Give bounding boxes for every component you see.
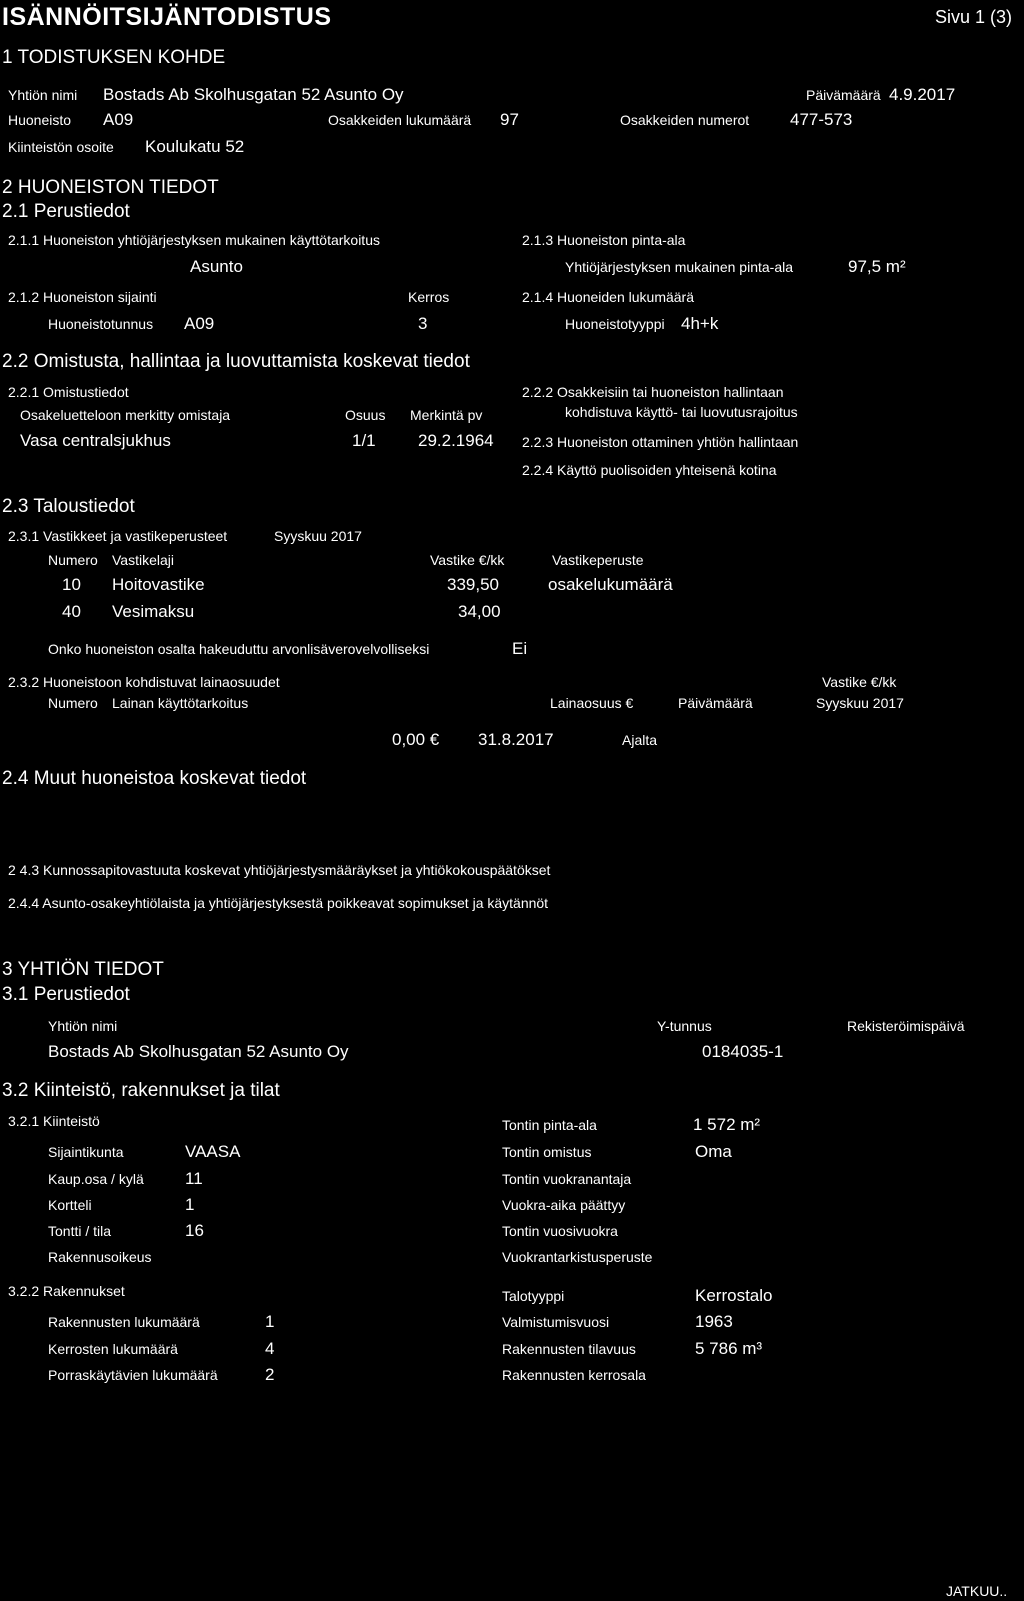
fee-basis-header: Vastikeperuste bbox=[552, 552, 644, 568]
company-name-label-2: Yhtiön nimi bbox=[48, 1018, 118, 1034]
municipality-label: Sijaintikunta bbox=[48, 1144, 124, 1160]
loan-number-header: Numero bbox=[48, 695, 98, 711]
document-title: ISÄNNÖITSIJÄNTODISTUS bbox=[2, 3, 332, 31]
block: 1 bbox=[185, 1195, 195, 1214]
municipality: VAASA bbox=[185, 1142, 241, 1161]
building-rights-label: Rakennusoikeus bbox=[48, 1249, 152, 1265]
location-label: 2.1.2 Huoneiston sijainti bbox=[8, 289, 157, 305]
house-type-label: Talotyyppi bbox=[502, 1288, 565, 1304]
loan-date: 31.8.2017 bbox=[478, 730, 554, 749]
completion-year: 1963 bbox=[695, 1312, 733, 1331]
shares-count: 97 bbox=[500, 110, 519, 129]
district: 11 bbox=[185, 1169, 203, 1188]
annual-rent-label: Tontin vuosivuokra bbox=[502, 1223, 618, 1239]
possession-label: 2.2.3 Huoneiston ottaminen yhtiön hallintaan bbox=[522, 434, 799, 450]
restrictions-label-line1: 2.2.2 Osakkeisiin tai huoneiston hallintaan bbox=[522, 384, 784, 400]
plot-area-label: Tontin pinta-ala bbox=[502, 1117, 597, 1133]
floors-count-label: Kerrosten lukumäärä bbox=[48, 1341, 178, 1357]
business-id: 0184035-1 bbox=[702, 1042, 784, 1061]
loans-label: 2.3.2 Huoneistoon kohdistuvat lainaosuudet bbox=[8, 674, 280, 690]
share-column-header: Osuus bbox=[345, 407, 386, 423]
plot: 16 bbox=[185, 1221, 204, 1240]
ownership-label: 2.2.1 Omistustiedot bbox=[8, 384, 129, 400]
building-count-label: Rakennusten lukumäärä bbox=[48, 1314, 200, 1330]
building-volume: 5 786 m³ bbox=[695, 1339, 763, 1358]
share-numbers-label: Osakkeiden numerot bbox=[620, 112, 750, 128]
restrictions-label-line2: kohdistuva käyttö- tai luovutusrajoitus bbox=[565, 404, 798, 420]
apartment-type: 4h+k bbox=[681, 314, 719, 333]
section-3-heading: 3 YHTIÖN TIEDOT bbox=[2, 959, 164, 980]
maintenance-label: 2 4.3 Kunnossapitovastuuta koskevat yhtiöjärjestysmääräykset ja yhtiökokouspäätökset bbox=[8, 862, 551, 878]
lease-end-label: Vuokra-aika päättyy bbox=[502, 1197, 626, 1213]
apartment-code: A09 bbox=[184, 314, 215, 333]
business-id-label: Y-tunnus bbox=[657, 1018, 712, 1034]
section-3-2-heading: 3.2 Kiinteistö, rakennukset ja tilat bbox=[2, 1080, 280, 1101]
section-2-heading: 2 HUONEISTON TIEDOT bbox=[2, 177, 219, 198]
district-label: Kaup.osa / kylä bbox=[48, 1171, 144, 1187]
exceptions-label: 2.4.4 Asunto-osakeyhtiölaista ja yhtiöjärjestyksestä poikkeavat sopimukset ja käytännöt bbox=[8, 895, 549, 911]
entry-date-column-header: Merkintä pv bbox=[410, 407, 483, 423]
floors-count: 4 bbox=[265, 1339, 275, 1358]
page-number: Sivu 1 (3) bbox=[935, 7, 1013, 27]
fee-amount-header: Vastike €/kk bbox=[430, 552, 505, 568]
fee-number: 10 bbox=[62, 575, 81, 594]
section-2-1-heading: 2.1 Perustiedot bbox=[2, 201, 130, 222]
building-count: 1 bbox=[265, 1312, 275, 1331]
plot-ownership: Oma bbox=[695, 1142, 732, 1161]
block-label: Kortteli bbox=[48, 1197, 92, 1213]
owner-share: 1/1 bbox=[352, 431, 376, 450]
fees-label: 2.3.1 Vastikkeet ja vastikeperusteet bbox=[8, 528, 228, 544]
section-3-1-heading: 3.1 Perustiedot bbox=[2, 984, 130, 1005]
area-label: 2.1.3 Huoneiston pinta-ala bbox=[522, 232, 686, 248]
company-name-label: Yhtiön nimi bbox=[8, 87, 78, 103]
continues-note: JATKUU.. bbox=[946, 1583, 1008, 1599]
section-2-4-heading: 2.4 Muut huoneistoa koskevat tiedot bbox=[2, 768, 307, 789]
fee-amount: 34,00 bbox=[458, 602, 501, 621]
stairwells-count: 2 bbox=[265, 1365, 275, 1384]
apartment-code-label: Huoneistotunnus bbox=[48, 316, 154, 332]
apartment-id: A09 bbox=[103, 110, 134, 129]
section-2-3-heading: 2.3 Taloustiedot bbox=[2, 496, 135, 517]
fee-number: 40 bbox=[62, 602, 81, 621]
owner-column-header: Osakeluetteloon merkitty omistaja bbox=[20, 407, 231, 423]
plot-label: Tontti / tila bbox=[48, 1223, 112, 1239]
certificate-date: 4.9.2017 bbox=[889, 85, 956, 104]
property-address-label: Kiinteistön osoite bbox=[8, 139, 114, 155]
loan-amount: 0,00 € bbox=[392, 730, 440, 749]
date-label: Päivämäärä bbox=[806, 87, 881, 103]
fee-number-header: Numero bbox=[48, 552, 98, 568]
house-type: Kerrostalo bbox=[695, 1286, 773, 1305]
floor-label: Kerros bbox=[408, 289, 450, 305]
property-address: Koulukatu 52 bbox=[145, 137, 245, 156]
area-sublabel: Yhtiöjärjestyksen mukainen pinta-ala bbox=[565, 259, 794, 275]
section-2-2-heading: 2.2 Omistusta, hallintaa ja luovuttamista koskevat tiedot bbox=[2, 351, 470, 372]
apartment-label: Huoneisto bbox=[8, 112, 72, 128]
plot-area: 1 572 m² bbox=[693, 1115, 761, 1134]
registration-date-label: Rekisteröimispäivä bbox=[847, 1018, 965, 1034]
floor-value: 3 bbox=[418, 314, 428, 333]
building-volume-label: Rakennusten tilavuus bbox=[502, 1341, 636, 1357]
fee-amount: 339,50 bbox=[447, 575, 499, 594]
rent-basis-label: Vuokrantarkistusperuste bbox=[502, 1249, 653, 1265]
shares-count-label: Osakkeiden lukumäärä bbox=[328, 112, 472, 128]
usage-value: Asunto bbox=[190, 257, 243, 276]
plot-ownership-label: Tontin omistus bbox=[502, 1144, 592, 1160]
loan-amount-header: Lainaosuus € bbox=[550, 695, 634, 711]
fee-type-header: Vastikelaji bbox=[112, 552, 174, 568]
company-name: Bostads Ab Skolhusgatan 52 Asunto Oy bbox=[103, 85, 404, 104]
section-1-heading: 1 TODISTUKSEN KOHDE bbox=[2, 47, 226, 68]
vat-answer: Ei bbox=[512, 639, 528, 658]
loan-fee-header: Vastike €/kk bbox=[822, 674, 897, 690]
loan-date-header: Päivämäärä bbox=[678, 695, 753, 711]
property-label: 3.2.1 Kiinteistö bbox=[8, 1113, 100, 1129]
lessor-label: Tontin vuokranantaja bbox=[502, 1171, 632, 1187]
loan-period-header: Syyskuu 2017 bbox=[816, 695, 904, 711]
buildings-label: 3.2.2 Rakennukset bbox=[8, 1283, 125, 1299]
stairwells-count-label: Porraskäytävien lukumäärä bbox=[48, 1367, 218, 1383]
owner-name: Vasa centralsjukhus bbox=[20, 431, 171, 450]
loan-period-suffix: Ajalta bbox=[622, 732, 658, 748]
floor-area-label: Rakennusten kerrosala bbox=[502, 1367, 646, 1383]
fees-period: Syyskuu 2017 bbox=[274, 528, 362, 544]
fee-type: Hoitovastike bbox=[112, 575, 205, 594]
apartment-type-label: Huoneistotyyppi bbox=[565, 316, 665, 332]
owner-entry-date: 29.2.1964 bbox=[418, 431, 494, 450]
usage-label: 2.1.1 Huoneiston yhtiöjärjestyksen mukainen käyttötarkoitus bbox=[8, 232, 380, 248]
area-value: 97,5 m² bbox=[848, 257, 906, 276]
fee-type: Vesimaksu bbox=[112, 602, 195, 621]
fee-basis: osakelukumäärä bbox=[548, 575, 673, 594]
completion-year-label: Valmistumisvuosi bbox=[502, 1314, 610, 1330]
loan-use-header: Lainan käyttötarkoitus bbox=[112, 695, 249, 711]
vat-question: Onko huoneiston osalta hakeuduttu arvonlisäverovelvolliseksi bbox=[48, 641, 430, 657]
spouses-home-label: 2.2.4 Käyttö puolisoiden yhteisenä kotina bbox=[522, 462, 777, 478]
company-name-2: Bostads Ab Skolhusgatan 52 Asunto Oy bbox=[48, 1042, 349, 1061]
rooms-label: 2.1.4 Huoneiden lukumäärä bbox=[522, 289, 695, 305]
share-numbers: 477-573 bbox=[790, 110, 853, 129]
